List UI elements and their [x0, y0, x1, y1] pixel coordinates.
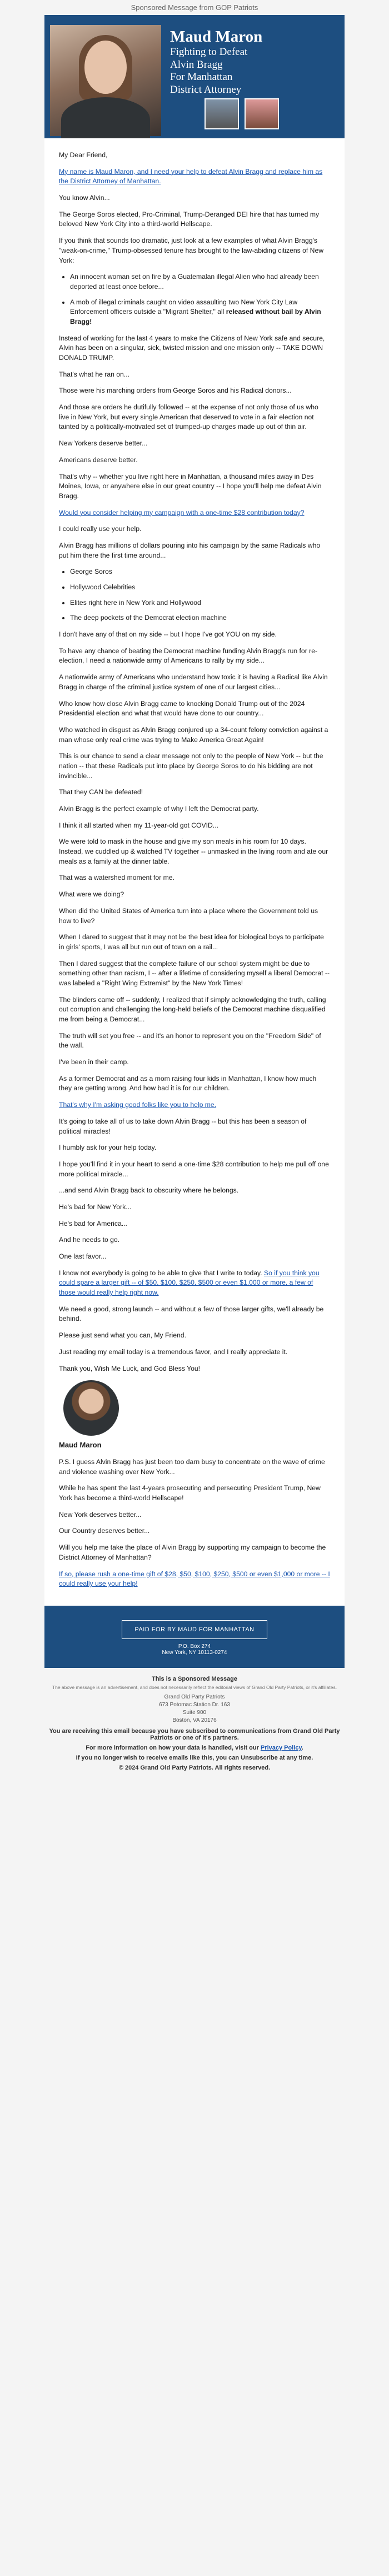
paragraph: That they CAN be defeated! [59, 788, 143, 796]
paragraph: Then I dared suggest that the complete failure of our school system might be due to something other than racism, I -- after a lifetime of considering myself a liberal Democrat -- was labeled a "Right Wing Extremist" by the New York Times! [59, 959, 330, 987]
paid-for-label: PAID FOR BY MAUD FOR MANHATTAN [122, 1620, 267, 1639]
list-item: • Elites right here in New York and Hollywood [70, 598, 330, 608]
hero-title [170, 28, 262, 97]
paragraph: He's bad for America... [59, 1219, 127, 1227]
paragraph: New York deserves better... [59, 1510, 142, 1518]
hero-line: District Attorney [170, 84, 242, 96]
paragraph: I could really use your help. [59, 525, 142, 533]
paragraph: I don't have any of that on my side -- but I hope I've got YOU on my side. [59, 630, 277, 639]
copyright: © 2024 Grand Old Party Patriots. All rights reserved. [118, 1764, 271, 1771]
paragraph: Our Country deserves better... [59, 1527, 150, 1535]
paragraph: Alvin Bragg has millions of dollars pouring into his campaign by the same Radicals who put him there the first time around... [59, 541, 321, 559]
paragraph: The George Soros elected, Pro-Criminal, Trump-Deranged DEI hire that has turned my beloved New York City into a third-world Hellscape. [59, 210, 320, 228]
paragraph: He's bad for New York... [59, 1202, 132, 1211]
paragraph: We were told to mask in the house and give my son meals in his room for 10 days. Instead, we cuddled up & watched TV together -- unmasked in the living room and ate our meals as a family at the dinner table. [59, 838, 328, 865]
email-body [44, 138, 345, 1606]
paragraph: When I dared to suggest that it may not be the best idea for biological boys to participate in girls' sports, I was all but run out of town on a rail... [59, 933, 324, 951]
paid-for-address: P.O. Box 274 New York, NY 10113-0274 [162, 1643, 227, 1656]
paragraph: And he needs to go. [59, 1236, 120, 1244]
donate-link-28[interactable]: Would you consider helping my campaign with a one-time $28 contribution today? [59, 508, 305, 517]
paragraph: Americans deserve better. [59, 455, 138, 464]
hero-thumbnail [245, 98, 279, 129]
paragraph: And those are orders he dutifully followed -- at the expense of not only those of us who live in New York, but every single American that deserved to vote in a fair election not tainted by a politically-motivated set of trumped-up charges made up out of thin air. [59, 403, 318, 431]
paragraph: The truth will set you free -- and it's an honor to represent you on the "Freedom Side" of the wall. [59, 1031, 321, 1050]
paragraph: Will you help me take the place of Alvin Bragg by supporting my campaign to become the District Attorney of Manhattan? [59, 1543, 326, 1561]
org-block [44, 1693, 345, 1725]
paragraph: That was a watershed moment for me. [59, 874, 174, 882]
org-address: Suite 900 [182, 1709, 207, 1716]
paragraph: I've been in their camp. [59, 1058, 129, 1066]
paragraph: I humbly ask for your help today. [59, 1144, 157, 1152]
list-item: • George Soros [70, 567, 330, 577]
ps-donate-link[interactable]: If so, please rush a one-time gift of $28, $50, $100, $250, $500 or even $1,000 or more -- I could really use your help! [59, 1570, 330, 1588]
paragraph: It's going to take all of us to take down Alvin Bragg -- but this has been a season of political miracles! [59, 1117, 307, 1135]
intro-link[interactable]: My name is Maud Maron, and I need your help to defeat Alvin Bragg and replace him as the District Attorney of Manhattan. [59, 167, 323, 186]
paragraph: ...and send Alvin Bragg back to obscurity where he belongs. [59, 1186, 239, 1195]
hero-line: Alvin Bragg [170, 58, 223, 71]
list-item: • Hollywood Celebrities [70, 583, 330, 593]
org-name: Grand Old Party Patriots [164, 1693, 225, 1700]
org-address: 673 Potomac Station Dr. 163 [159, 1701, 230, 1708]
signature-photo [63, 1380, 119, 1436]
crime-list [59, 272, 330, 327]
paragraph: Who watched in disgust as Alvin Bragg conjured up a 34-count felony conviction against a man whose only real crime was trying to Make America Great Again! [59, 725, 328, 744]
sponsored-header: Sponsored Message from GOP Patriots [131, 3, 258, 12]
candidate-photo [50, 25, 161, 136]
paragraph: While he has spent the last 4-years prosecuting and persecuting President Trump, New York has become a third-world Hellscape! [59, 1484, 321, 1502]
paragraph: Those were his marching orders from George Soros and his Radical donors... [59, 387, 292, 395]
unsubscribe-notice[interactable]: If you no longer wish to receive emails like this, you can Unsubscribe at any time. [76, 1754, 313, 1761]
paragraph: That's what he ran on... [59, 370, 129, 378]
paragraph: I hope you'll find it in your heart to send a one-time $28 contribution to help me pull off one more political miracle... [59, 1160, 329, 1178]
paragraph: This is our chance to send a clear message not only to the people of New York -- but the nation -- that these Radicals put into place by George Soros to do his bidding are not invincible... [59, 752, 323, 780]
privacy-policy-link[interactable]: Privacy Policy [260, 1744, 302, 1751]
paragraph: Please just send what you can, My Friend. [59, 1331, 186, 1340]
org-address: Boston, VA 20176 [172, 1717, 217, 1723]
paragraph: As a former Democrat and as a mom raising four kids in Manhattan, I know how much they are getting wrong. And how bad it is for our children. [59, 1074, 317, 1092]
paragraph: We need a good, strong launch -- and without a few of those larger gifts, we'll already be behind. [59, 1305, 324, 1323]
list-item: • The deep pockets of the Democrat election machine [70, 613, 330, 623]
paragraph: Who know how close Alvin Bragg came to knocking Donald Trump out of the 2024 Presidential election and what that would have done to our country... [59, 699, 305, 718]
paragraph: I know not everybody is going to be able to give that I write to today. So if you think you could spare a larger gift -- of $50, $100, $250, $500 or even $1,000 or more, a few of those would really help right now. [59, 1269, 320, 1297]
paragraph: Just reading my email today is a tremendous favor, and I really appreciate it. [59, 1347, 288, 1356]
bold-text: released without bail by Alvin Bragg! [70, 308, 321, 325]
paragraph: Thank you, Wish Me Luck, and God Bless You! [59, 1364, 201, 1372]
privacy-notice: For more information on how your data is handled, visit our Privacy Policy. [86, 1744, 303, 1751]
greeting: My Dear Friend, [59, 151, 108, 159]
sponsored-label: This is a Sponsored Message [151, 1675, 238, 1682]
paragraph: I think it all started when my 11-year-old got COVID... [59, 821, 218, 829]
list-item: • A mob of illegal criminals caught on video assaulting two New York City Law Enforcement officers outside a "Migrant Shelter," all released without bail by Alvin Bragg! [70, 298, 330, 327]
hero-line: Fighting to Defeat [170, 46, 248, 58]
paragraph: The blinders came off -- suddenly, I realized that if simply acknowledging the truth, calling out corruption and challenging the long-held beliefs of the Democrat machine disqualified me from being a Democrat... [59, 995, 326, 1023]
disclaimer: The above message is an advertisement, and does not necessarily reflect the editorial views of Grand Old Party Patriots, or it's affiliates. [52, 1684, 337, 1690]
help-link[interactable]: That's why I'm asking good folks like you to help me. [59, 1101, 217, 1109]
hero-line: For Manhattan [170, 71, 233, 83]
paragraph: If you think that sounds too dramatic, just look at a few examples of what Alvin Bragg's "weak-on-crime," Trump-obsessed tenure has brought to the law-abiding citizens of New York: [59, 237, 324, 264]
paid-for-banner [44, 1606, 345, 1668]
paragraph: When did the United States of America turn into a place where the Government told us how to live? [59, 906, 318, 925]
paragraph: A nationwide army of Americans who understand how toxic it is having a Radical like Alvin Bragg in charge of the criminal justice system of one of our largest cities... [59, 673, 328, 691]
paragraph: One last favor... [59, 1252, 107, 1260]
email-card [44, 15, 345, 1668]
paragraph: Instead of working for the last 4 years to make the Citizens of New York safe and secure, Alvin has been on a singular, sick, twisted mission and one mission only -- TAKE DOWN DONALD TRUMP. [59, 334, 325, 362]
paragraph: New Yorkers deserve better... [59, 439, 148, 448]
paragraph: What were we doing? [59, 890, 124, 899]
hero-thumbnail [205, 98, 239, 129]
larger-gift-link[interactable]: So if you think you could spare a larger gift -- of $50, $100, $250, $500 or even $1,000 or more, a few of those would really help right now. [59, 1269, 320, 1297]
paragraph: To have any chance of beating the Democrat machine funding Alvin Bragg's run for re-election, I need a nationwide army of Americans to rally by my side... [59, 646, 318, 665]
hero-banner [44, 15, 345, 138]
list-item: • An innocent woman set on fire by a Guatemalan illegal Alien who had already been deported at least once before... [70, 272, 330, 292]
paragraph: Alvin Bragg is the perfect example of why I left the Democrat party. [59, 805, 259, 813]
signature-name: Maud Maron [59, 1441, 102, 1450]
hero-name: Maud Maron [170, 28, 263, 46]
paragraph: That's why -- whether you live right here in Manhattan, a thousand miles away in Des Moines, Iowa, or anywhere else in our great country -- I hope you'll help me defeat Alvin Bragg. [59, 472, 322, 500]
legal-footer [39, 1668, 350, 1782]
paragraph: P.S. I guess Alvin Bragg has just been too darn busy to concentrate on the wave of crime and violence washing over New York... [59, 1458, 325, 1476]
paragraph: You know Alvin... [59, 194, 110, 202]
donor-list [59, 567, 330, 623]
receiving-notice: You are receiving this email because you have subscribed to communications from Grand Old Party Patriots or one of it's partners. [49, 1727, 340, 1741]
